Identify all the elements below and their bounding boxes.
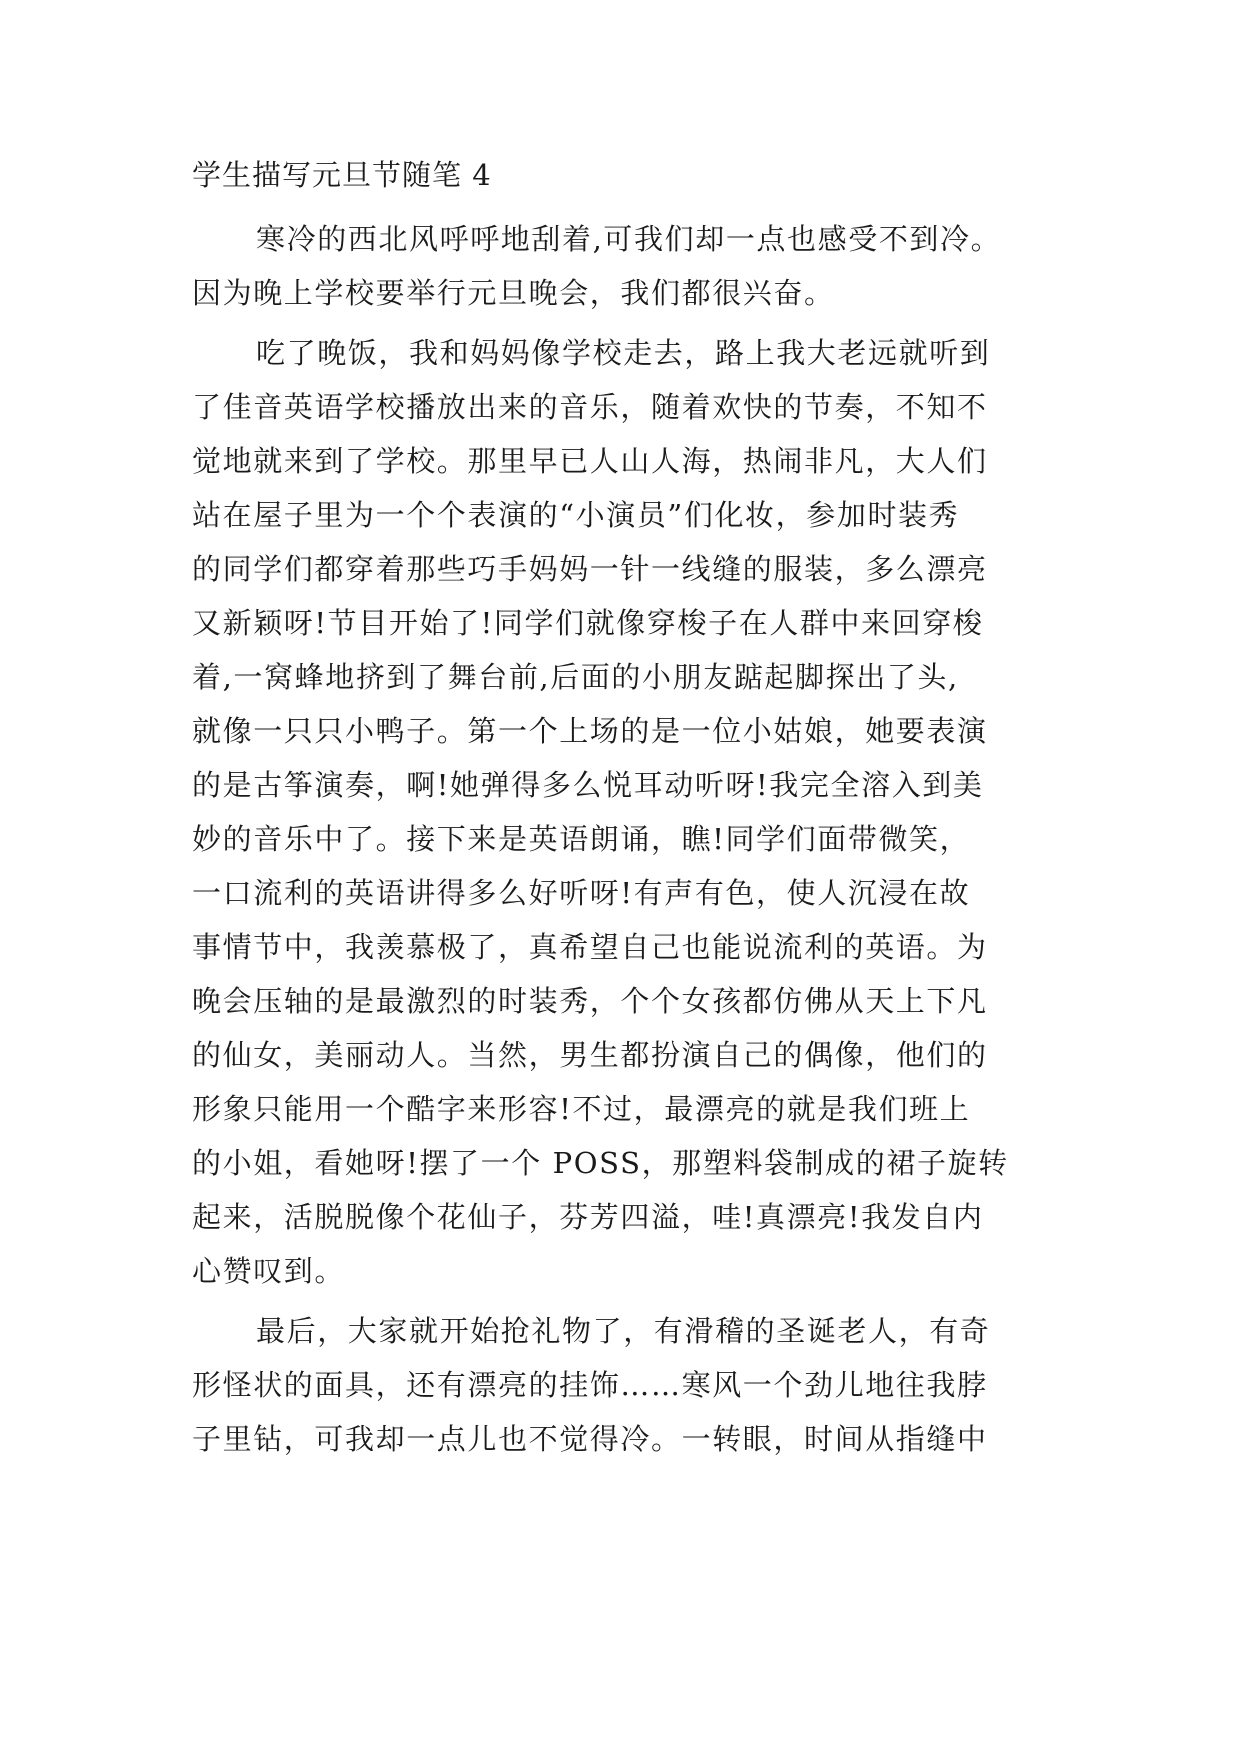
text-line: 形象只能用一个酷字来形容!不过，最漂亮的就是我们班上: [192, 1092, 971, 1126]
text-line: 着,一窝蜂地挤到了舞台前,后面的小朋友踮起脚探出了头,: [192, 660, 959, 694]
text-line: 子里钻，可我却一点儿也不觉得冷。一转眼，时间从指缝中: [192, 1422, 988, 1456]
text-line: 觉地就来到了学校。那里早已人山人海，热闹非凡，大人们: [192, 444, 988, 478]
text-line: 寒冷的西北风呼呼地刮着,可我们却一点也感受不到冷。: [256, 222, 1002, 256]
text-line: 最后，大家就开始抢礼物了，有滑稽的圣诞老人，有奇: [256, 1314, 991, 1348]
document-body: [192, 158, 1092, 1472]
paragraph-2: [192, 326, 1092, 1298]
text-line: 形怪状的面具，还有漂亮的挂饰……寒风一个劲儿地往我脖: [192, 1368, 988, 1402]
text-line: 吃了晚饭，我和妈妈像学校走去，路上我大老远就听到: [256, 336, 991, 370]
text-line: 的是古筝演奏，啊!她弹得多么悦耳动听呀!我完全溶入到美: [192, 768, 984, 802]
text-line: 的同学们都穿着那些巧手妈妈一针一线缝的服装，多么漂亮: [192, 552, 988, 586]
text-line: 的小姐，看她呀!摆了一个 POSS，那塑料袋制成的裙子旋转: [192, 1146, 1009, 1180]
document-title: 学生描写元旦节随笔 4: [192, 158, 492, 192]
paragraph-1: [192, 212, 1092, 320]
text-line: 一口流利的英语讲得多么好听呀!有声有色，使人沉浸在故: [192, 876, 971, 910]
text-line: 晚会压轴的是最激烈的时装秀，个个女孩都仿佛从天上下凡: [192, 984, 988, 1018]
text-line: 又新颖呀!节目开始了!同学们就像穿梭子在人群中来回穿梭: [192, 606, 984, 640]
text-line: 事情节中，我羡慕极了，真希望自己也能说流利的英语。为: [192, 930, 988, 964]
text-line: 因为晚上学校要举行元旦晚会，我们都很兴奋。: [192, 276, 835, 310]
text-line: 妙的音乐中了。接下来是英语朗诵，瞧!同学们面带微笑，: [192, 822, 971, 856]
text-line: 心赞叹到。: [192, 1254, 346, 1288]
text-line: 的仙女，美丽动人。当然，男生都扮演自己的偶像，他们的: [192, 1038, 988, 1072]
text-line: 了佳音英语学校播放出来的音乐，随着欢快的节奏，不知不: [192, 390, 988, 424]
paragraph-3: [192, 1304, 1092, 1466]
text-line: 就像一只只小鸭子。第一个上场的是一位小姑娘，她要表演: [192, 714, 988, 748]
text-line: 站在屋子里为一个个表演的“小演员”们化妆，参加时装秀: [192, 498, 960, 532]
text-line: 起来，活脱脱像个花仙子，芬芳四溢，哇!真漂亮!我发自内: [192, 1200, 984, 1234]
